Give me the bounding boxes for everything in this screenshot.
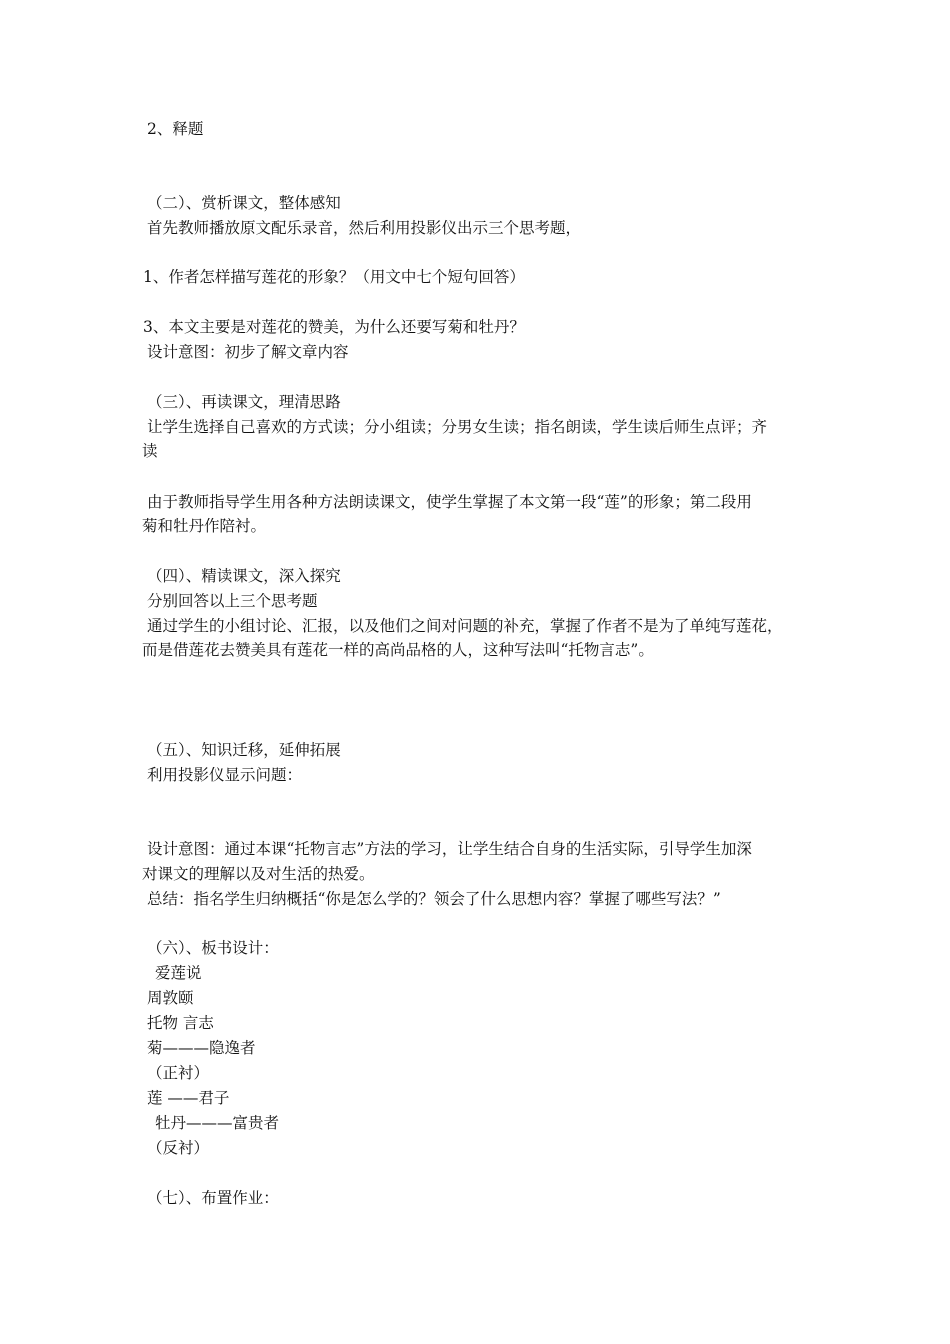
board-title: 爱莲说 <box>155 964 202 982</box>
part3-summary-line-1: 由于教师指导学生用各种方法朗读课文，使学生掌握了本文第一段“莲”的形象；第二段用 <box>147 493 752 511</box>
part3-body-line-2: 读 <box>142 442 158 460</box>
part-heading-7: （七）、布置作业： <box>147 1189 279 1207</box>
design-intent-1: 设计意图：初步了解文章内容 <box>147 343 349 361</box>
part3-summary-line-2: 菊和牡丹作陪衬。 <box>142 517 267 535</box>
board-mudan: 牡丹———富贵者 <box>155 1114 280 1132</box>
part-heading-3: （三）、再读课文，理清思路 <box>147 393 341 411</box>
section-heading-explain-title: 2、释题 <box>147 120 204 138</box>
board-author: 周敦颐 <box>147 989 194 1007</box>
board-fanchen: （反衬） <box>147 1139 210 1157</box>
part3-body-line-1: 让学生选择自己喜欢的方式读；分小组读；分男女生读；指名朗读，学生读后师生点评；齐 <box>147 418 768 436</box>
board-zhengchen: （正衬） <box>147 1064 210 1082</box>
question-3: 3、本文主要是对莲花的赞美，为什么还要写菊和牡丹？ <box>143 318 525 336</box>
part-heading-2: （二）、赏析课文，整体感知 <box>147 194 341 212</box>
part-heading-6: （六）、板书设计： <box>147 939 279 957</box>
board-ju: 菊———隐逸者 <box>147 1039 256 1057</box>
part5-line-1: 利用投影仪显示问题： <box>147 766 303 784</box>
part2-intro: 首先教师播放原文配乐录音，然后利用投影仪出示三个思考题， <box>147 219 582 237</box>
part4-line-3: 而是借莲花去赞美具有莲花一样的高尚品格的人，这种写法叫“托物言志”。 <box>142 641 654 659</box>
part-heading-4: （四）、精读课文，深入探究 <box>147 567 341 585</box>
design-intent-2-line-1: 设计意图：通过本课“托物言志”方法的学习，让学生结合自身的生活实际，引导学生加深 <box>147 840 752 858</box>
part-heading-5: （五）、知识迁移，延伸拓展 <box>147 741 341 759</box>
board-method: 托物 言志 <box>147 1014 214 1032</box>
part4-line-2: 通过学生的小组讨论、汇报，以及他们之间对问题的补充，掌握了作者不是为了单纯写莲花， <box>147 617 783 635</box>
design-intent-2-line-2: 对课文的理解以及对生活的热爱。 <box>142 865 375 883</box>
summary: 总结：指名学生归纳概括“你是怎么学的？领会了什么思想内容？掌握了哪些写法？” <box>147 890 721 908</box>
part4-line-1: 分别回答以上三个思考题 <box>147 592 318 610</box>
board-lian: 莲 ——君子 <box>147 1089 230 1107</box>
question-1: 1、作者怎样描写莲花的形象？（用文中七个短句回答） <box>143 268 525 286</box>
